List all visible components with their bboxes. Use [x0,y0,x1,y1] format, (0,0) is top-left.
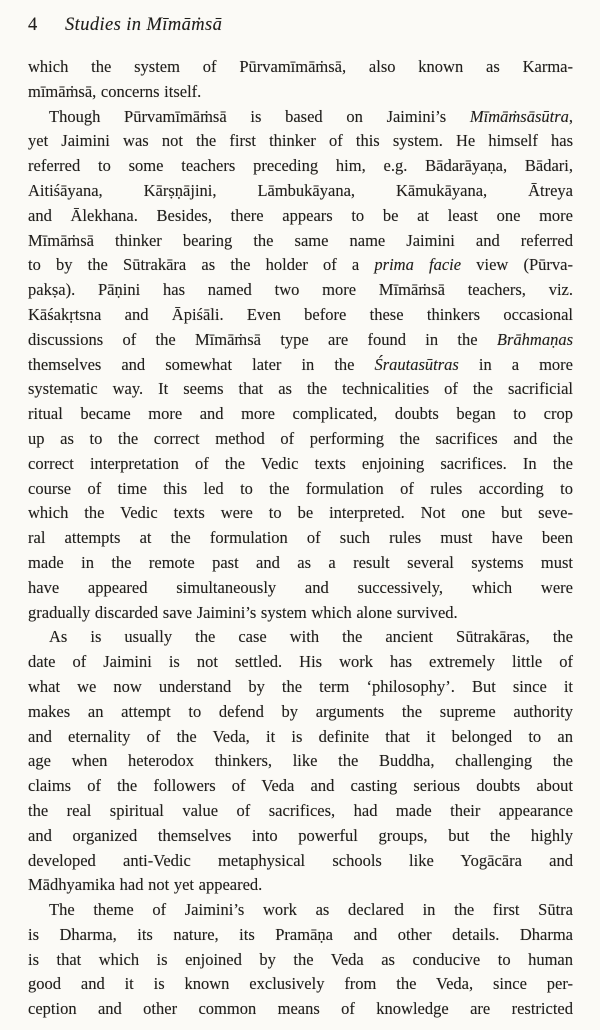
text-run: ral attempts at the formulation of such rules must have been [28,528,573,548]
text-line [28,501,573,526]
text-line [28,576,573,601]
text-line [28,328,573,353]
text-line [28,80,573,105]
text-run: makes an attempt to defend by arguments the supreme authority [28,701,573,721]
text-line [28,725,573,750]
text-run: good and it is known exclusively from the Veda, since per- [28,974,573,994]
text-line [28,427,573,452]
text-line [28,997,573,1022]
text-run: ception and other common means of knowledge are restricted [28,999,573,1019]
text-run: to by the Sūtrakāra as the holder of a [28,255,375,275]
text-run: claims of the followers of Veda and casting serious doubts about [28,776,573,796]
text-run: Mīmāṁsā thinker bearing the same name Jaimini and referred [28,230,573,250]
text-line [28,625,573,650]
text-run: correct interpretation of the Vedic texts enjoining sacrifices. In the [28,453,573,473]
text-line [28,526,573,551]
page-body [28,55,573,1022]
text-run: gradually discarded save Jaimini’s system which alone survived. [28,602,458,622]
text-run: systematic way. It seems that as the technicalities of the sacrificial [28,379,573,399]
running-header [28,12,573,38]
paragraph [28,898,573,1022]
text-line [28,477,573,502]
page-number: 4 [28,15,38,35]
text-line [28,179,573,204]
text-run: developed anti-Vedic metaphysical schools like Yogācāra and [28,850,573,870]
text-line [28,55,573,80]
text-line [28,452,573,477]
paragraph [28,105,573,626]
text-run: what we now understand by the term ‘philosophy’. But since it [28,676,573,696]
text-line [28,551,573,576]
italic-title-text: Mīmāṁsāsūtra [469,106,569,126]
italic-title-text: Śrautasūtras [374,354,459,374]
text-run: age when heterodox thinkers, like the Buddha, challenging the [28,751,573,771]
text-run: Kāśakṛtsna and Āpiśāli. Even before these thinkers occasional [28,304,573,324]
text-line [28,873,573,898]
text-line [28,898,573,923]
text-line [28,923,573,948]
text-line [28,229,573,254]
text-line [28,303,573,328]
paragraph [28,625,573,898]
text-line [28,601,573,626]
text-run: Though Pūrvamīmāṁsā is based on Jaimini’s [49,106,470,126]
text-run: view (Pūrva- [461,255,573,275]
text-line [28,675,573,700]
text-run: which the Vedic texts were to be interpreted. Not one but seve- [28,503,573,523]
text-line [28,849,573,874]
text-line [28,799,573,824]
italic-title-text: Brāhmaṇas [496,329,573,349]
text-line [28,129,573,154]
text-line [28,278,573,303]
text-run: and Ālekhana. Besides, there appears to be at least one more [28,205,573,225]
paragraph [28,55,573,105]
text-run: and eternality of the Veda, it is definite that it belonged to an [28,726,573,746]
text-run: is that which is enjoined by the Veda as conducive to human [28,949,573,969]
text-run: the real spiritual value of sacrifices, had made their appearance [28,800,573,820]
text-run: yet Jaimini was not the first thinker of this system. He himself has [28,131,573,151]
text-line [28,253,573,278]
text-line [28,700,573,725]
text-run: Aitiśāyana, Kārṣṇājini, Lāmbukāyana, Kāmukāyana, Ātreya [28,180,573,200]
text-line [28,105,573,130]
text-run: As is usually the case with the ancient Sūtrakāras, the [49,627,573,647]
text-line [28,353,573,378]
text-run: and organized themselves into powerful groups, but the highly [28,825,573,845]
text-run: made in the remote past and as a result several systems must [28,552,573,572]
text-run: referred to some teachers preceding him, e.g. Bādarāyaṇa, Bādari, [28,156,573,176]
text-line [28,154,573,179]
text-run: course of time this led to the formulation of rules according to [28,478,573,498]
text-line [28,650,573,675]
text-run: up as to the correct method of performing the sacrifices and the [28,428,573,448]
text-line [28,774,573,799]
text-line [28,402,573,427]
text-run: mīmāṁsā, concerns itself. [28,81,202,101]
text-run: ritual became more and more complicated, doubts began to crop [28,404,573,424]
text-line [28,972,573,997]
text-run: Mādhyamika had not yet appeared. [28,875,263,895]
running-title: Studies in Mīmāṁsā [65,15,223,35]
text-line [28,824,573,849]
italic-title-text: prima facie [374,255,462,275]
text-run: date of Jaimini is not settled. His work has extremely little of [28,652,573,672]
text-run: themselves and somewhat later in the [28,354,375,374]
text-line [28,204,573,229]
text-run: have appeared simultaneously and successively, which were [28,577,573,597]
text-run: pakṣa). Pāṇini has named two more Mīmāṁsā teachers, viz. [28,280,573,300]
text-line [28,377,573,402]
text-line [28,749,573,774]
text-line [28,948,573,973]
text-run: which the system of Pūrvamīmāṁsā, also known as Karma- [28,57,573,76]
text-run: The theme of Jaimini’s work as declared in the first Sūtra [49,900,573,920]
text-run: discussions of the Mīmāṁsā type are found in the [28,329,497,349]
text-run: is Dharma, its nature, its Pramāṇa and other details. Dharma [28,924,573,944]
text-run: in a more [458,354,573,374]
text-run: , [568,106,573,126]
